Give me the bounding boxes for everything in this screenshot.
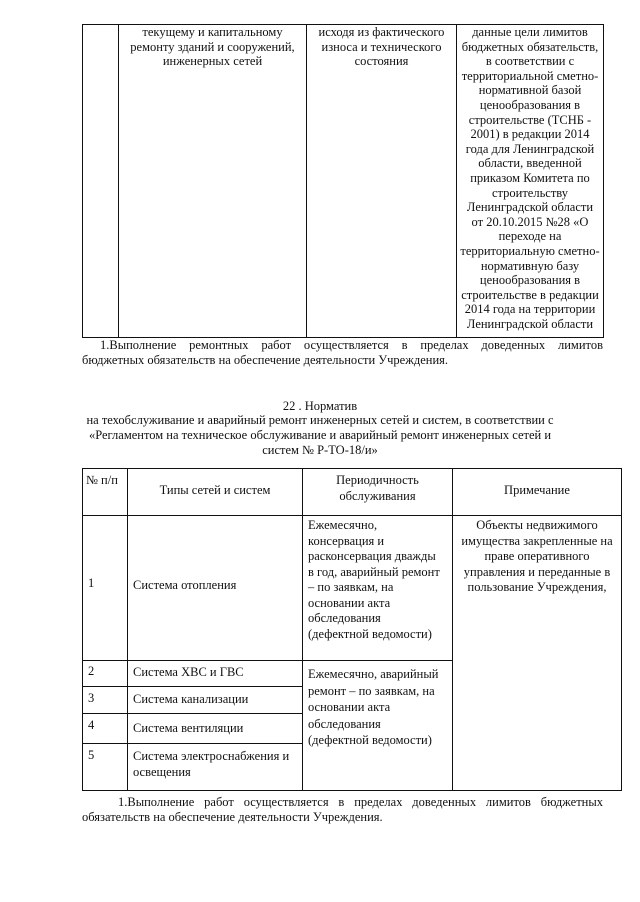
text-line: Объекты недвижимого (476, 518, 598, 532)
rows-2-5-period (308, 666, 450, 749)
note-cell (453, 518, 621, 596)
row-3-num: 3 (88, 691, 95, 705)
top-table-vline-2 (118, 24, 119, 338)
row-2-type: Система ХВС и ГВС (133, 665, 244, 679)
row-3-type: Система канализации (133, 692, 249, 706)
text-line: строительству (491, 185, 569, 200)
text-line: территориальной сметно- (461, 68, 599, 83)
text-line: данные цели лимитов (472, 25, 588, 39)
row-1-type: Система отопления (133, 578, 237, 592)
text-line: бюджетных обязательств, (461, 39, 599, 54)
note-1-line-2: бюджетных обязательств на обеспечение деятельности Учреждения. (82, 353, 449, 367)
text-line: Ежемесячно, аварийный (308, 667, 439, 681)
header-num: № п/п (86, 473, 118, 487)
text-line: имущества закрепленные на (461, 533, 613, 548)
note-1-line-1: 1.Выполнение ремонтных работ осуществляется в пределах доведенных лимитов (100, 338, 603, 352)
top-table-cell-work-type (120, 25, 305, 69)
text-line: области, введенной (478, 156, 582, 171)
top-table-cell-note (458, 25, 602, 331)
text-line: консервация и (308, 533, 385, 548)
text-line: праве оперативного (484, 549, 590, 563)
header-types: Типы сетей и систем (159, 483, 271, 497)
text-line: инженерных сетей (162, 54, 263, 69)
section-subtitle-1: на техобслуживание и аварийный ремонт инженерных сетей и систем, в соответствии с (86, 413, 554, 427)
text-line: в соответствии с (485, 54, 575, 69)
row-1-period (308, 518, 450, 642)
note-2-line-2: обязательств на обеспечение деятельности Учреждения. (82, 810, 383, 824)
note-2-line-1: 1.Выполнение работ осуществляется в пределах доведенных лимитов бюджетных (118, 795, 603, 809)
text-line: в год, аварийный ремонт (308, 564, 440, 579)
text-line: (дефектной ведомости) (308, 733, 432, 747)
text-line: обследования (308, 716, 381, 731)
text-line: ценообразования в (479, 97, 581, 112)
header-period (303, 473, 452, 504)
text-line: приказом Комитета по (470, 170, 590, 185)
top-table-vline-4 (456, 24, 457, 338)
header-period-line-2: обслуживания (339, 488, 416, 503)
norm-table-vline-period (452, 468, 453, 791)
norm-table-vline-right (621, 468, 622, 791)
section-subtitle-3: систем № Р-ТО-18/и» (262, 443, 378, 457)
norm-table-hline-row1 (82, 660, 452, 661)
norm-table-vline-type (302, 468, 303, 791)
top-table-cell-basis (308, 25, 455, 69)
header-period-line-1: Периодичность (336, 473, 419, 487)
text-line: основании акта (308, 700, 391, 714)
text-line: Ежемесячно, (308, 518, 378, 532)
norm-table-hline-top (82, 468, 622, 469)
text-line: исходя из фактического (318, 25, 445, 39)
text-line: ремонт – по заявкам, на (308, 683, 435, 698)
text-line: управления и переданные в (463, 564, 611, 579)
text-line: года для Ленинградской (465, 141, 595, 156)
text-line: строительстве (ТСНБ - (468, 112, 592, 127)
row-4-num: 4 (88, 718, 95, 732)
norm-table-hline-bottom (82, 790, 622, 791)
row-5-num: 5 (88, 748, 95, 762)
text-line: освещения (133, 764, 191, 779)
text-line: 2001) в редакции 2014 (470, 127, 590, 142)
text-line: ценообразования в (479, 273, 581, 288)
text-line: переходе на (498, 229, 562, 244)
text-line: 2014 года на территории (464, 302, 596, 317)
text-line: (дефектной ведомости) (308, 626, 432, 641)
text-line: строительстве в редакции (461, 287, 599, 302)
text-line: – по заявкам, на (308, 580, 394, 594)
section-title: 22 . Норматив (282, 399, 358, 413)
text-line: текущему и капитальному (142, 25, 283, 39)
text-line: от 20.10.2015 №28 «О (471, 214, 589, 229)
row-4-type: Система вентиляции (133, 721, 244, 735)
top-table-vline-5 (603, 24, 604, 338)
norm-table-hline-header (82, 515, 622, 516)
text-line: Ленинградской области (466, 316, 594, 331)
text-line: нормативную базу (480, 258, 580, 273)
row-2-num: 2 (88, 664, 95, 678)
text-line: износа и технического (321, 39, 442, 54)
text-line: пользование Учреждения, (467, 580, 607, 594)
text-line: Система электроснабжения и (133, 749, 290, 763)
text-line: основании акта (308, 595, 391, 610)
header-note: Примечание (504, 483, 570, 497)
text-line: нормативной базой (478, 83, 582, 98)
row-5-type (133, 749, 289, 780)
text-line: расконсервация дважды (308, 549, 436, 563)
text-line: территориальную сметно- (460, 243, 600, 258)
norm-table-hline-row3 (82, 713, 302, 714)
text-line: ремонту зданий и сооружений, (130, 39, 295, 54)
row-1-num: 1 (88, 576, 95, 590)
section-subtitle-2: «Регламентом на техническое обслуживание и аварийный ремонт инженерных сетей и (88, 428, 552, 442)
norm-table-hline-row2 (82, 686, 302, 687)
top-table-vline-3 (306, 24, 307, 338)
text-line: состояния (354, 54, 409, 69)
text-line: Ленинградской области (466, 200, 594, 215)
text-line: обследования (308, 611, 381, 625)
top-table-vline-1 (82, 24, 83, 338)
norm-table-hline-row4 (82, 743, 302, 744)
